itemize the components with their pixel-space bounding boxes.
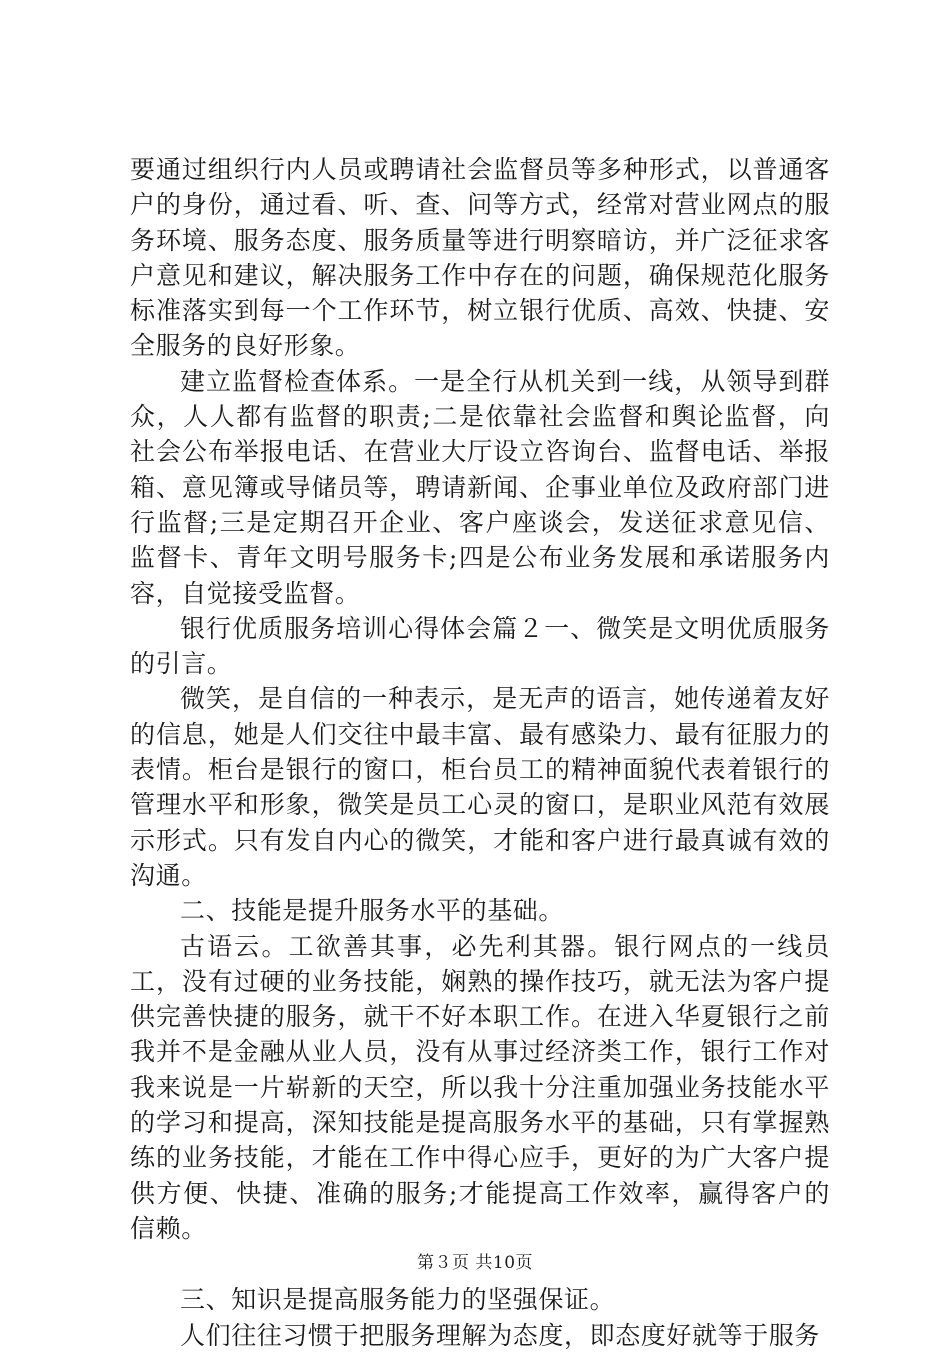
paragraph-smile: 微笑，是自信的一种表示，是无声的语言，她传递着友好的信息，她是人们交往中最丰富、最有感染力、最有征服力的表情。柜台是银行的窗口，柜台员工的精神面貌代表着银行的管理水平和形象，微笑是员工心灵的窗口，是职业风范有效展示形式。只有发自内心的微笑，才能和客户进行最真诚有效的沟通。 xyxy=(130,684,830,890)
paragraph-section-knowledge-heading: 三、知识是提高服务能力的坚强保证。 xyxy=(180,1285,616,1315)
paragraph-supervision-methods: 要通过组织行内人员或聘请社会监督员等多种形式，以普通客户的身份，通过看、听、查、问等方式，经常对营业网点的服务环境、服务态度、服务质量等进行明察暗访，并广泛征求客户意见和建议，解决服务工作中存在的问题，确保规范化服务标准落实到每一个工作环节，树立银行优质、高效、快捷、安全服务的良好形象。 xyxy=(130,155,830,361)
page-number-footer: 第３页 共10页 xyxy=(416,1253,534,1273)
paragraph-section-skills-heading: 二、技能是提升服务水平的基础。 xyxy=(180,896,565,926)
document-body xyxy=(130,152,830,1353)
paragraph-knowledge: 人们往往习惯于把服务理解为态度，即态度好就等于服务 xyxy=(180,1320,821,1350)
paragraph-section-smile-heading: 银行优质服务培训心得体会篇２一、微笑是文明优质服务的引言。 xyxy=(130,613,830,679)
paragraph-supervision-system: 建立监督检查体系。一是全行从机关到一线，从领导到群众，人人都有监督的职责;二是依靠社会监督和舆论监督，向社会公布举报电话、在营业大厅设立咨询台、监督电话、举报箱、意见簿或导储员等，聘请新闻、企事业单位及政府部门进行监督;三是定期召开企业、客户座谈会，发送征求意见信、监督卡、青年文明号服务卡;四是公布业务发展和承诺服务内容，自觉接受监督。 xyxy=(130,366,830,608)
paragraph-skills: 古语云。工欲善其事，必先利其器。银行网点的一线员工，没有过硬的业务技能，娴熟的操作技巧，就无法为客户提供完善快捷的服务，就干不好本职工作。在进入华夏银行之前我并不是金融从业人员，没有从事过经济类工作，银行工作对我来说是一片崭新的天空，所以我十分注重加强业务技能水平的学习和提高，深知技能是提高服务水平的基础，只有掌握熟练的业务技能，才能在工作中得心应手，更好的为广大客户提供方便、快捷、准确的服务;才能提高工作效率，赢得客户的信赖。 xyxy=(130,931,830,1243)
